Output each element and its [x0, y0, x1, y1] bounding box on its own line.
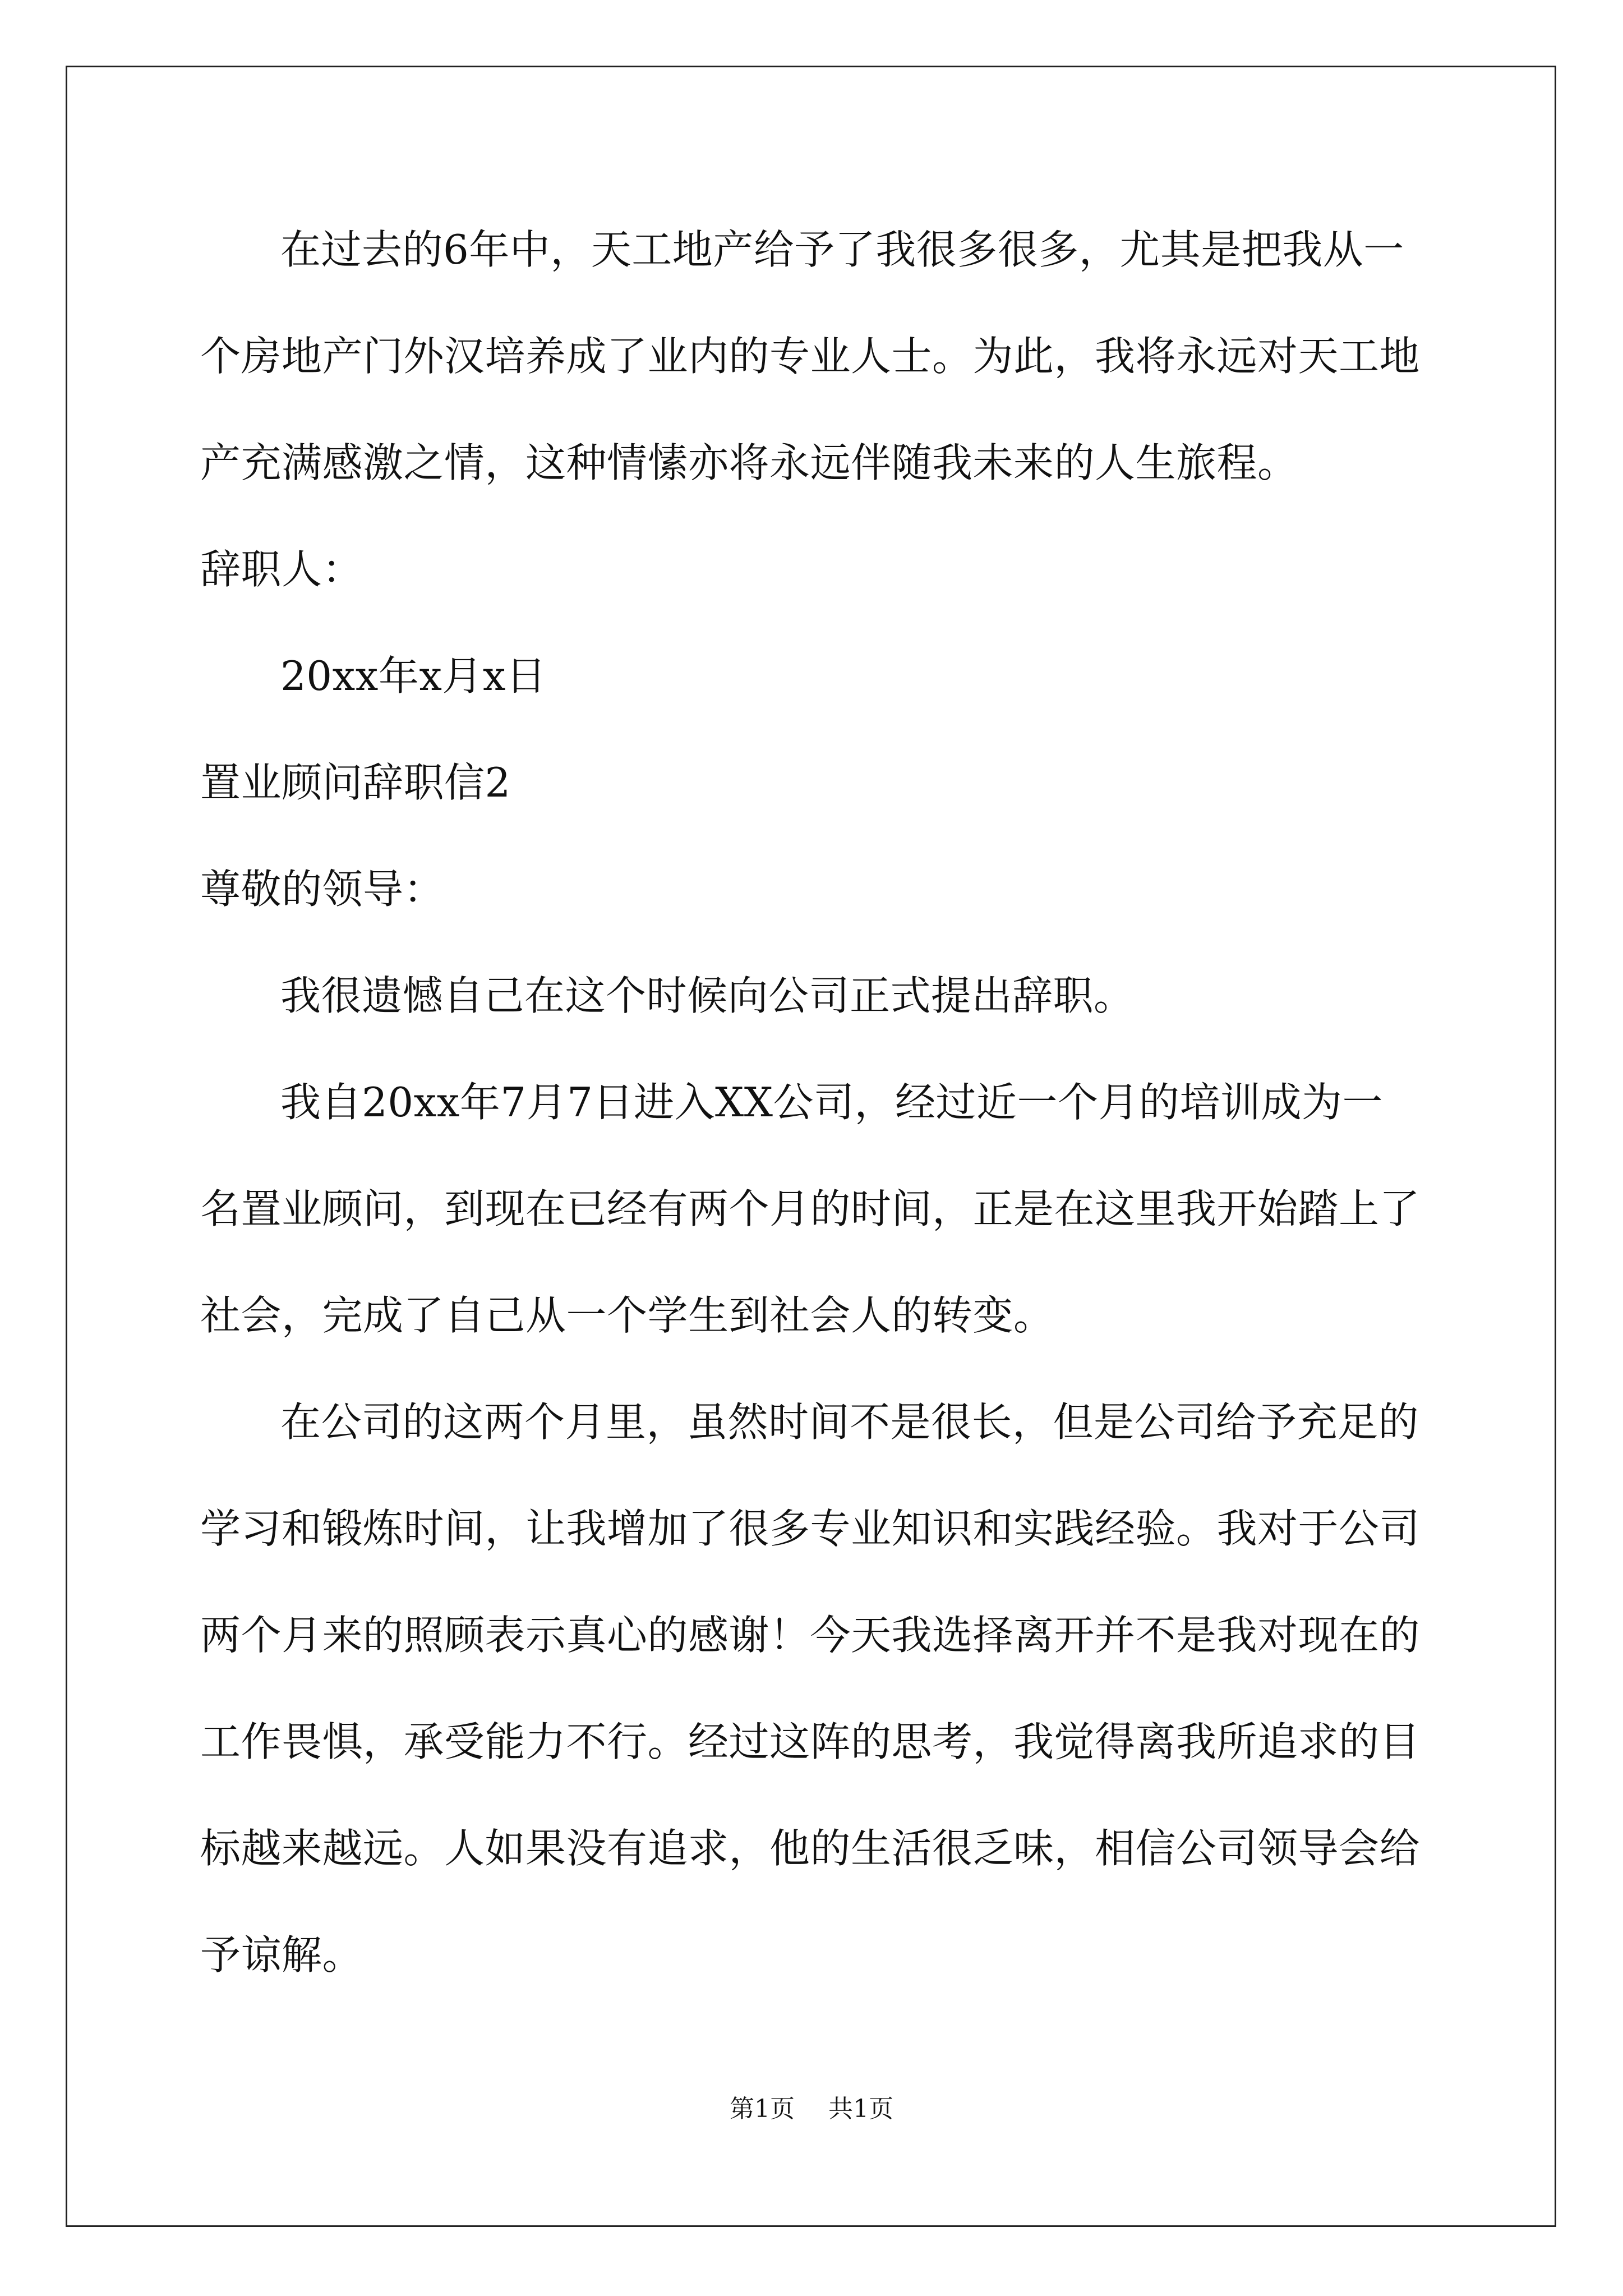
- paragraph-line: 标越来越远。人如果没有追求，他的生活很乏味，相信公司领导会给: [200, 1825, 1421, 1872]
- page-footer: [0, 2092, 1623, 2126]
- paragraph-line: 名置业顾问，到现在已经有两个月的时间，正是在这里我开始踏上了: [200, 1185, 1421, 1232]
- paragraph-line: 个房地产门外汉培养成了业内的专业人士。为此，我将永远对天工地: [200, 333, 1421, 380]
- signature-label: 辞职人：: [200, 546, 363, 593]
- letter-title: 置业顾问辞职信2: [200, 759, 511, 806]
- paragraph-line: 在公司的这两个月里，虽然时间不是很长，但是公司给予充足的: [280, 1398, 1419, 1446]
- paragraph-line: 学习和锻炼时间，让我增加了很多专业知识和实践经验。我对于公司: [200, 1505, 1421, 1552]
- paragraph-line: 工作畏惧，承受能力不行。经过这阵的思考，我觉得离我所追求的目: [200, 1718, 1421, 1765]
- paragraph-line: 我很遗憾自己在这个时候向公司正式提出辞职。: [280, 972, 1135, 1019]
- page-border: [66, 66, 1556, 2227]
- paragraph-line: 在过去的6年中，天工地产给予了我很多很多，尤其是把我从一: [280, 226, 1404, 273]
- paragraph-line: 予谅解。: [200, 1931, 363, 1978]
- paragraph-line: 产充满感激之情，这种情愫亦将永远伴随我未来的人生旅程。: [200, 439, 1298, 486]
- salutation: 尊敬的领导：: [200, 866, 445, 913]
- paragraph-line: 两个月来的照顾表示真心的感谢！今天我选择离开并不是我对现在的: [200, 1612, 1421, 1659]
- date-line: 20xx年x月x日: [280, 652, 547, 700]
- page-number: 第1页: [730, 2095, 795, 2123]
- paragraph-line: 社会，完成了自己从一个学生到社会人的转变。: [200, 1292, 1054, 1339]
- page-total: 共1页: [828, 2095, 893, 2123]
- paragraph-line: 我自20xx年7月7日进入XX公司，经过近一个月的培训成为一: [280, 1079, 1383, 1126]
